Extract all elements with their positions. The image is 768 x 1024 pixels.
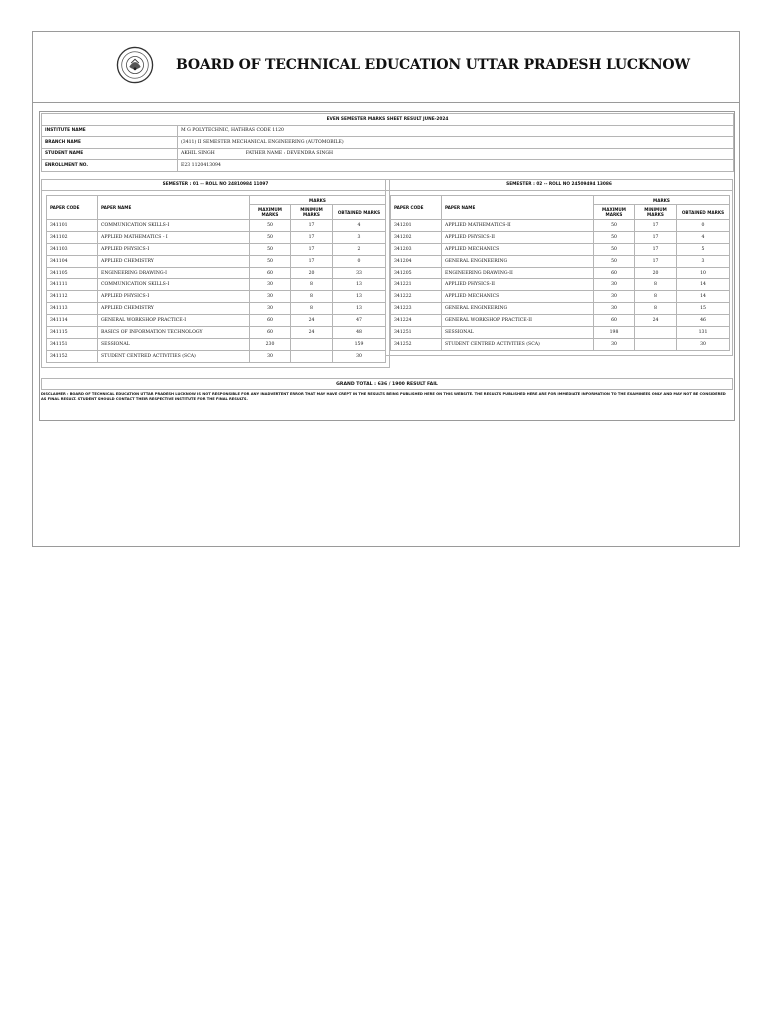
board-header [33,32,739,103]
obtained-marks-cell: 2 [333,243,386,255]
maximum-marks-cell: 50 [594,243,635,255]
paper-name-cell: APPLIED PHYSICS-II [442,279,594,291]
paper-code-cell: 341201 [391,220,442,232]
paper-code-cell: 341113 [47,303,98,315]
paper-code-cell: 341152 [47,350,98,362]
minimum-marks-cell: 8 [291,279,333,291]
paper-code-cell: 341221 [391,279,442,291]
paper-code-cell: 341222 [391,291,442,303]
obtained-marks-header: OBTAINED MARKS [333,205,386,220]
minimum-marks-cell: 8 [635,279,677,291]
minimum-marks-cell: 17 [291,243,333,255]
table-row [47,267,386,279]
marks-sheet [39,111,735,421]
obtained-marks-cell: 4 [677,231,730,243]
obtained-marks-cell: 159 [333,338,386,350]
minimum-marks-cell: 24 [635,315,677,327]
maximum-marks-cell: 60 [250,267,291,279]
maximum-marks-cell: 50 [594,231,635,243]
obtained-marks-cell: 3 [333,231,386,243]
maximum-marks-cell: 50 [250,220,291,232]
paper-name-cell: BASICS OF INFORMATION TECHNOLOGY [98,327,250,339]
maximum-marks-cell: 30 [250,350,291,362]
obtained-marks-cell: 30 [677,338,730,350]
obtained-marks-cell: 15 [677,303,730,315]
obtained-marks-header: OBTAINED MARKS [677,205,730,220]
paper-code-header: PAPER CODE [47,196,98,220]
paper-code-cell: 341111 [47,279,98,291]
paper-code-cell: 341151 [47,338,98,350]
paper-name-cell: APPLIED PHYSICS-II [442,231,594,243]
table-row [47,315,386,327]
paper-name-cell: APPLIED CHEMISTRY [98,255,250,267]
maximum-marks-cell: 50 [250,255,291,267]
semester-1-marks-table [46,195,386,363]
obtained-marks-cell: 0 [677,220,730,232]
obtained-marks-cell: 47 [333,315,386,327]
grand-total: GRAND TOTAL : 636 / 1900 RESULT FAIL [41,378,733,390]
obtained-marks-cell: 13 [333,279,386,291]
paper-code-cell: 341101 [47,220,98,232]
paper-code-cell: 341103 [47,243,98,255]
maximum-marks-cell: 50 [250,231,291,243]
institute-value: M G POLYTECHNIC, HATHRAS CODE 1120 [178,125,734,137]
paper-name-header: PAPER NAME [442,196,594,220]
father-value: FATHER NAME : DEVENDRA SINGH [245,151,334,157]
obtained-marks-cell: 10 [677,267,730,279]
student-value: AKHIL SINGH [181,151,215,157]
obtained-marks-cell: 4 [333,220,386,232]
table-row [391,243,730,255]
minimum-marks-cell [291,338,333,350]
obtained-marks-cell: 5 [677,243,730,255]
board-title: BOARD OF TECHNICAL EDUCATION UTTAR PRADESH LUCKNOW [176,57,690,73]
paper-code-cell: 341205 [391,267,442,279]
table-row [47,220,386,232]
maximum-marks-cell: 30 [594,279,635,291]
paper-code-cell: 341224 [391,315,442,327]
result-title: EVEN SEMESTER MARKS SHEET RESULT JUNE-2024 [42,114,734,126]
minimum-marks-cell: 20 [635,267,677,279]
maximum-marks-cell: 30 [594,303,635,315]
maximum-marks-cell: 30 [250,291,291,303]
table-row [47,255,386,267]
paper-name-cell: APPLIED MECHANICS [442,291,594,303]
maximum-marks-cell: 30 [594,291,635,303]
table-row [391,267,730,279]
paper-name-cell: GENERAL ENGINEERING [442,255,594,267]
student-value-cell [178,148,734,160]
obtained-marks-cell: 131 [677,327,730,339]
paper-name-cell: APPLIED CHEMISTRY [98,303,250,315]
maximum-marks-cell: 50 [594,255,635,267]
minimum-marks-cell: 24 [291,327,333,339]
paper-code-cell: 341112 [47,291,98,303]
table-row [47,350,386,362]
paper-name-cell: GENERAL ENGINEERING [442,303,594,315]
table-row [391,338,730,350]
obtained-marks-cell: 14 [677,291,730,303]
obtained-marks-cell: 0 [333,255,386,267]
obtained-marks-cell: 13 [333,291,386,303]
obtained-marks-cell: 14 [677,279,730,291]
table-row [391,220,730,232]
maximum-marks-header: MAXIMUM MARKS [250,205,291,220]
table-row [47,327,386,339]
maximum-marks-cell: 230 [250,338,291,350]
table-row [391,291,730,303]
obtained-marks-cell: 30 [333,350,386,362]
student-label: STUDENT NAME [42,148,178,160]
minimum-marks-cell: 17 [635,220,677,232]
minimum-marks-cell [291,350,333,362]
table-row [391,279,730,291]
minimum-marks-cell: 17 [635,231,677,243]
minimum-marks-cell: 20 [291,267,333,279]
maximum-marks-cell: 60 [250,327,291,339]
enrollment-value: E23 1120413094 [178,160,734,172]
minimum-marks-cell: 17 [635,243,677,255]
branch-value: (3411) II SEMESTER MECHANICAL ENGINEERING (AUTOMOBILE) [178,137,734,149]
maximum-marks-cell: 30 [594,338,635,350]
minimum-marks-header: MINIMUM MARKS [635,205,677,220]
paper-name-cell: SESSIONAL [442,327,594,339]
semester-2-marks-table [390,195,730,351]
minimum-marks-cell [635,338,677,350]
branch-label: BRANCH NAME [42,137,178,149]
student-info-table [41,113,734,172]
table-row [47,243,386,255]
paper-code-cell: 341102 [47,231,98,243]
obtained-marks-cell: 33 [333,267,386,279]
paper-name-header: PAPER NAME [98,196,250,220]
minimum-marks-cell: 17 [635,255,677,267]
paper-code-cell: 341115 [47,327,98,339]
paper-name-cell: GENERAL WORKSHOP PRACTICE-I [98,315,250,327]
state-emblem-seal-icon [116,46,154,84]
enrollment-label: ENROLLMENT NO. [42,160,178,172]
maximum-marks-header: MAXIMUM MARKS [594,205,635,220]
minimum-marks-cell: 8 [291,303,333,315]
paper-name-cell: STUDENT CENTRED ACTIVITIES (SCA) [442,338,594,350]
paper-code-cell: 341251 [391,327,442,339]
paper-name-cell: APPLIED MATHEMATICS-II [442,220,594,232]
table-row [391,327,730,339]
paper-name-cell: APPLIED PHYSICS-I [98,243,250,255]
minimum-marks-cell: 17 [291,231,333,243]
minimum-marks-header: MINIMUM MARKS [291,205,333,220]
table-row [47,231,386,243]
minimum-marks-cell: 17 [291,220,333,232]
paper-code-cell: 341105 [47,267,98,279]
paper-code-cell: 341104 [47,255,98,267]
marks-header: MARKS [250,196,386,205]
table-row [391,255,730,267]
table-row [391,303,730,315]
maximum-marks-cell: 60 [594,315,635,327]
paper-name-cell: APPLIED PHYSICS-I [98,291,250,303]
paper-name-cell: GENERAL WORKSHOP PRACTICE-II [442,315,594,327]
paper-code-cell: 341252 [391,338,442,350]
table-row [391,231,730,243]
disclaimer-text: DISCLAIMER : BOARD OF TECHNICAL EDUCATION UTTAR PRADESH LUCKNOW IS NOT RESPONSIBLE FOR ANY INADVERTENT ERROR THAT MAY HAVE CREPT IN THE RESULTS BEING PUBLISHED HERE ON THIS WEBSITE. THE RESULTS PUBLISHED HERE ARE FOR IMMEDIATE INFORMATION TO THE EXAMINEES ONLY AND MAY NOT BE CONSIDERED AS FINAL RESULT. STUDENT SHOULD CONTACT THEIR RESPECTIVE INSTITUTE FOR THE FINAL RESULTS. [41,392,726,401]
paper-name-cell: APPLIED MECHANICS [442,243,594,255]
paper-name-cell: STUDENT CENTRED ACTIVITIES (SCA) [98,350,250,362]
obtained-marks-cell: 3 [677,255,730,267]
paper-name-cell: APPLIED MATHEMATICS - I [98,231,250,243]
paper-code-cell: 341223 [391,303,442,315]
paper-code-header: PAPER CODE [391,196,442,220]
institute-label: INSTITUTE NAME [42,125,178,137]
paper-code-cell: 341203 [391,243,442,255]
semester-2-panel [385,179,733,356]
minimum-marks-cell: 8 [291,291,333,303]
minimum-marks-cell: 24 [291,315,333,327]
maximum-marks-cell: 198 [594,327,635,339]
obtained-marks-cell: 48 [333,327,386,339]
paper-code-cell: 341204 [391,255,442,267]
paper-name-cell: SESSIONAL [98,338,250,350]
minimum-marks-cell [635,327,677,339]
obtained-marks-cell: 46 [677,315,730,327]
paper-name-cell: ENGINEERING DRAWING-I [98,267,250,279]
maximum-marks-cell: 60 [594,267,635,279]
table-row [47,279,386,291]
paper-code-cell: 341114 [47,315,98,327]
minimum-marks-cell: 8 [635,303,677,315]
table-row [47,303,386,315]
table-row [47,291,386,303]
minimum-marks-cell: 17 [291,255,333,267]
maximum-marks-cell: 50 [594,220,635,232]
marks-header: MARKS [594,196,730,205]
table-row [47,338,386,350]
maximum-marks-cell: 60 [250,315,291,327]
table-row [391,315,730,327]
semester-1-heading: SEMESTER : 01 -- ROLL NO 24810984 11097 [42,180,389,191]
paper-name-cell: COMMUNICATION SKILLS-I [98,220,250,232]
minimum-marks-cell: 8 [635,291,677,303]
paper-name-cell: ENGINEERING DRAWING-II [442,267,594,279]
semester-2-heading: SEMESTER : 02 -- ROLL NO 24509494 13086 [386,180,732,191]
obtained-marks-cell: 13 [333,303,386,315]
paper-name-cell: COMMUNICATION SKILLS-I [98,279,250,291]
semester-1-panel [41,179,390,368]
paper-code-cell: 341202 [391,231,442,243]
maximum-marks-cell: 30 [250,303,291,315]
maximum-marks-cell: 50 [250,243,291,255]
result-frame [32,31,740,547]
maximum-marks-cell: 30 [250,279,291,291]
